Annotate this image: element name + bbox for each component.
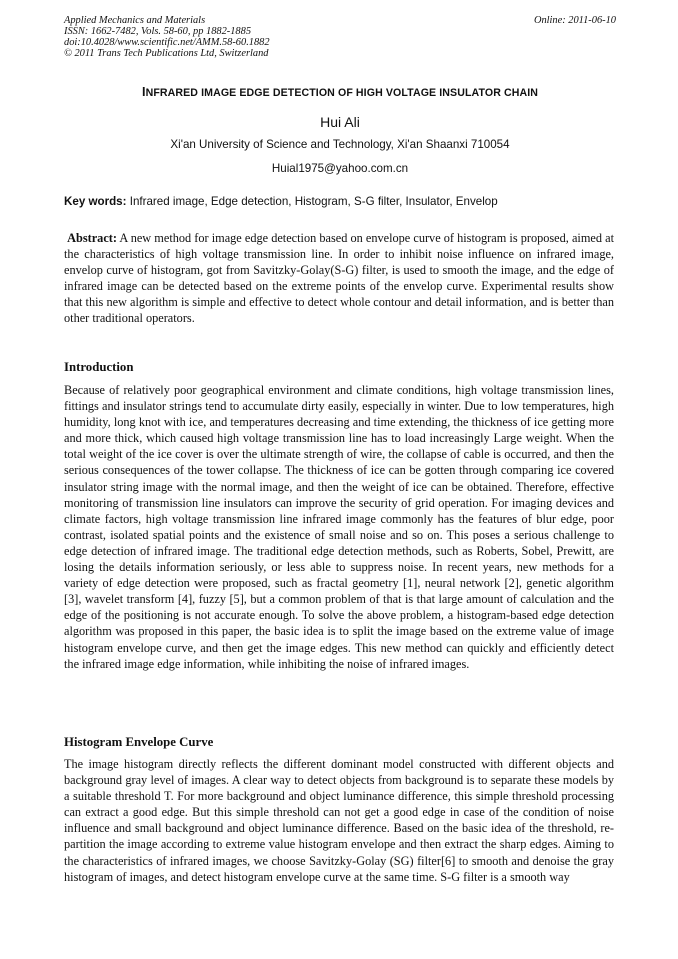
author-name: Hui Ali [320,114,360,130]
keywords-label: Key words: [64,195,127,208]
author-affiliation: Xi'an University of Science and Technology, Xi'an Shaanxi 710054 [170,138,510,151]
doi-line: doi:10.4028/www.scientific.net/AMM.58-60.1882 [64,37,270,48]
title-first-letter: I [141,85,146,99]
journal-name: Applied Mechanics and Materials [64,15,206,26]
section-heading-introduction: Introduction [64,360,134,374]
copyright-line: © 2011 Trans Tech Publications Ltd, Switzerland [64,48,269,59]
section-body-histogram-envelope: The image histogram directly reflects the different dominant model constructed with different objects and background gray level of images. A clear way to detect objects from background is to separate these models by a suitable threshold T. For more background and object luminance difference, this simple threshold processing can extract a good edge. But this simple threshold can not get a good edge in case of the condition of noise influence and small background and object luminance difference. Based on the basic idea of the threshold, re-partition the image according to extreme value histogram envelope and then extract the sharp edges. Aiming to the characteristics of infrared images, we choose Savitzky-Golay (SG) filter[6] to smooth and denoise the gray histogram of images, and detect histogram envelope curve at the same time. S-G filter is a smooth way [64,757,614,884]
abstract-text: A new method for image edge detection based on envelope curve of histogram is proposed, aimed at the characteristics of high voltage transmission line. In order to inhibit noise influence on infrared image, envelop curve of histogram, got from Savitzky-Golay(S-G) filter, is used to smooth the image, and the edge of infrared image can be detected based on the extreme points of the envelop curve. Experimental results show that this new algorithm is simple and effective to detect whole contour and detail information, and is better than other traditional operators. [64,231,614,326]
paper-title [64,85,616,99]
keywords [64,195,616,208]
journal-header [64,15,616,59]
abstract-label: Abstract: [67,231,117,245]
title-rest: NFRARED IMAGE EDGE DETECTION OF HIGH VOLTAGE INSULATOR CHAIN [145,87,539,99]
section-heading-histogram-envelope: Histogram Envelope Curve [64,735,214,749]
section-body-introduction: Because of relatively poor geographical environment and climate conditions, high voltage transmission lines, fittings and insulator strings tend to accumulate dirty easily, especially in winter. Due to low temperatures, high humidity, long knot with ice, and temperatures decreasing and time extending, the thickness of ice getting more and more thick, which caused high voltage transmission line has to load increasingly Large weight. When the total weight of the ice cover is over the ultimate strength of wire, the collapse of cable is occurred, and then the serious consequences of the tower collapse. The thickness of ice can be gotten through comparing ice covered insulator string image with the normal image, and then the weight of ice can be obtained. Therefore, effective monitoring of transmission line insulators can improve the security of grid operation. For imaging devices and climate factors, high voltage transmission line infrared image commonly has the features of blur edge, poor contrast, isolated spatial points and the existence of small noise and so on. This poses a serious challenge to edge detection of infrared image. The traditional edge detection methods, such as Roberts, Sobel, Prewitt, are losing the details information seriously, or less able to suppress noise. In recent years, new methods for a variety of edge detection were proposed, such as fractal geometry [1], neural network [2], genetic algorithm [3], wavelet transform [4], fuzzy [5], but a common problem of that is that large amount of calculation and the edge of the positioning is not accurate enough. To solve the above problem, a histogram-based edge detection algorithm was proposed in this paper, the basic idea is to split the image based on the extreme value of image histogram envelope curve, and then get the image edges. This new method can quickly and efficiently detect the infrared image edge information, while inhibiting the noise of infrared images. [64,383,614,671]
issn-line: ISSN: 1662-7482, Vols. 58-60, pp 1882-1885 [64,26,252,37]
keywords-text: Infrared image, Edge detection, Histogram, S-G filter, Insulator, Envelop [126,195,498,208]
author-email: Huial1975@yahoo.com.cn [271,162,409,175]
abstract [64,230,614,327]
online-date: Online: 2011-06-10 [533,15,616,26]
